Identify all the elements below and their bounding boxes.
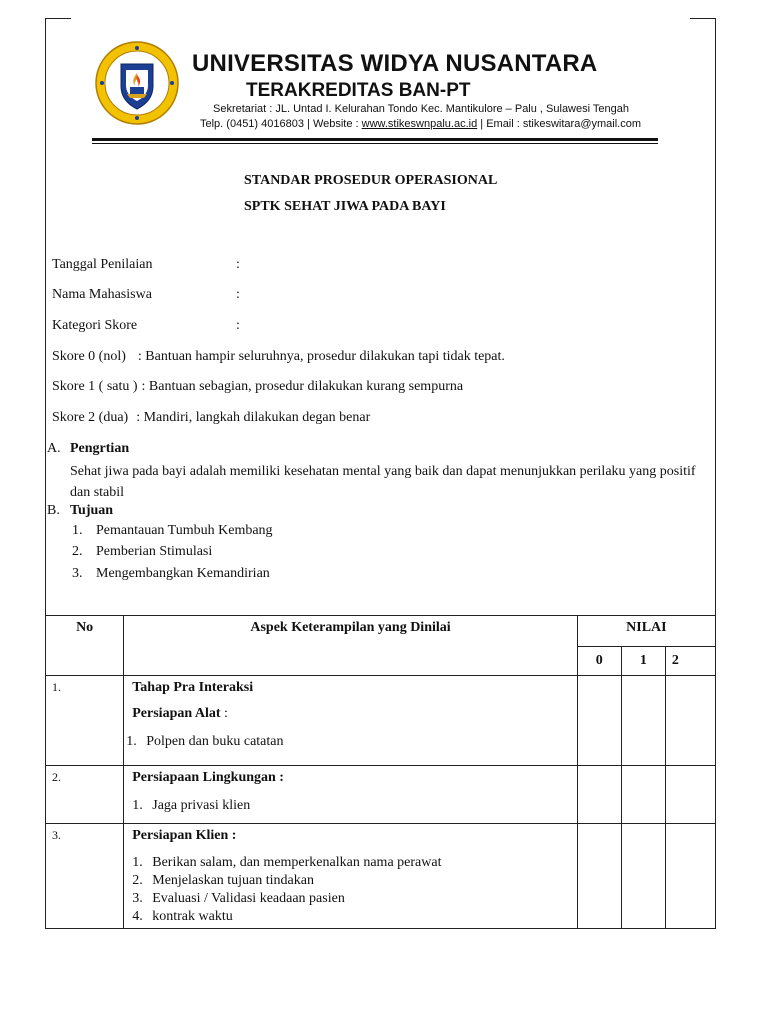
list-text: Jaga privasi klien [152,798,251,813]
page-border-right [715,18,716,618]
accreditation-label: TERAKREDITAS BAN-PT [246,80,471,101]
header-nilai: NILAI [577,616,715,647]
section-b-marker: B. [47,503,60,518]
score-cell[interactable] [665,676,715,766]
goal-number: 2. [72,544,83,559]
list-number: 1. [126,734,137,749]
list-number: 3. [132,891,143,906]
score-label: Skore 0 (nol) [52,349,126,364]
contact-suffix: | Email : stikeswitara@ymail.com [477,118,641,130]
page-corner-mark-right [690,18,716,19]
row-content [124,766,578,824]
goal-text: Pemantauan Tumbuh Kembang [96,523,273,538]
row-subheading-suffix: : [220,706,228,721]
section-b-heading: Tujuan [70,503,114,518]
row-subheading-text: Persiapan Alat [132,706,221,721]
goal-item [72,566,270,582]
score-cell[interactable] [621,766,665,824]
row-number: 3. [46,824,124,929]
row-number: 2. [46,766,124,824]
goal-item [72,523,273,539]
score-label: Skore 1 ( satu ) [52,379,138,394]
section-a-marker: A. [47,441,61,456]
list-item [132,872,577,890]
score-col-0: 0 [577,647,621,676]
website-link[interactable]: www.stikeswnpalu.ac.id [361,118,478,130]
goal-number: 3. [72,566,83,581]
score-row [52,379,463,395]
section-a-text: Sehat jiwa pada bayi adalah memiliki kesehatan mental yang baik dan dapat menunjukkan perilaku yang positif dan stabil [70,464,696,500]
row-heading: Persiapan Klien : [132,828,237,843]
list-text: Berikan salam, dan memperkenalkan nama perawat [152,855,442,870]
row-content [124,824,578,929]
header-aspek: Aspek Keterampilan yang Dinilai [124,616,578,676]
list-text: Menjelaskan tujuan tindakan [152,873,314,888]
list-text: Evaluasi / Validasi keadaan pasien [152,891,345,906]
score-label: Skore 2 (dua) [52,410,129,425]
row-subheading [132,706,577,722]
field-colon: : [236,318,240,333]
list-number: 2. [132,873,143,888]
score-cell[interactable] [577,676,621,766]
goal-text: Pemberian Stimulasi [96,544,213,559]
list-item [132,797,577,815]
goal-number: 1. [72,523,83,538]
list-number: 1. [132,855,143,870]
score-col-2: 2 [665,647,715,676]
score-col-1: 1 [621,647,665,676]
section-a-heading: Pengrtian [70,441,130,456]
score-cell[interactable] [577,824,621,929]
address-line: Sekretariat : JL. Untad I. Kelurahan Tondo Kec. Mantikulore – Palu , Sulawesi Tengah [213,103,630,115]
table-row [46,824,716,929]
score-cell[interactable] [621,824,665,929]
table-row [46,676,716,766]
score-desc: : Mandiri, langkah dilakukan degan benar [136,410,371,425]
list-item [126,733,577,751]
field-label-nama: Nama Mahasiswa [52,287,152,302]
list-item [132,890,577,908]
score-cell[interactable] [577,766,621,824]
row-content [124,676,578,766]
score-row [52,410,370,426]
table-row [46,766,716,824]
score-desc: : Bantuan sebagian, prosedur dilakukan kurang sempurna [141,379,464,394]
row-number: 1. [46,676,124,766]
document-title: STANDAR PROSEDUR OPERASIONAL [244,173,498,188]
score-cell[interactable] [621,676,665,766]
university-seal-icon [94,40,180,126]
goal-item [72,544,212,560]
list-item [132,854,577,872]
field-label-kategori: Kategori Skore [52,318,138,333]
field-colon: : [236,287,240,302]
score-row [52,349,505,365]
goal-text: Mengembangkan Kemandirian [96,566,270,581]
score-desc: : Bantuan hampir seluruhnya, prosedur dilakukan tapi tidak tepat. [137,349,505,364]
page-corner-mark-left [45,18,71,19]
score-cell[interactable] [665,766,715,824]
field-colon: : [236,257,240,272]
list-number: 1. [132,798,143,813]
header-divider-thick [92,138,658,141]
list-text: kontrak waktu [152,909,233,924]
contact-prefix: Telp. (0451) 4016803 | Website : [200,118,362,130]
document-subtitle: SPTK SEHAT JIWA PADA BAYI [244,199,446,214]
score-cell[interactable] [665,824,715,929]
list-number: 4. [132,909,143,924]
row-heading: Persiapaan Lingkungan : [132,770,284,785]
list-text: Polpen dan buku catatan [146,734,284,749]
list-item [132,908,577,926]
university-name: UNIVERSITAS WIDYA NUSANTARA [192,50,598,77]
header-no: No [46,616,124,676]
field-label-tanggal: Tanggal Penilaian [52,257,153,272]
row-heading: Tahap Pra Interaksi [132,680,254,695]
contact-line [200,118,641,130]
assessment-table [45,615,716,929]
header-divider-thin [92,143,658,144]
